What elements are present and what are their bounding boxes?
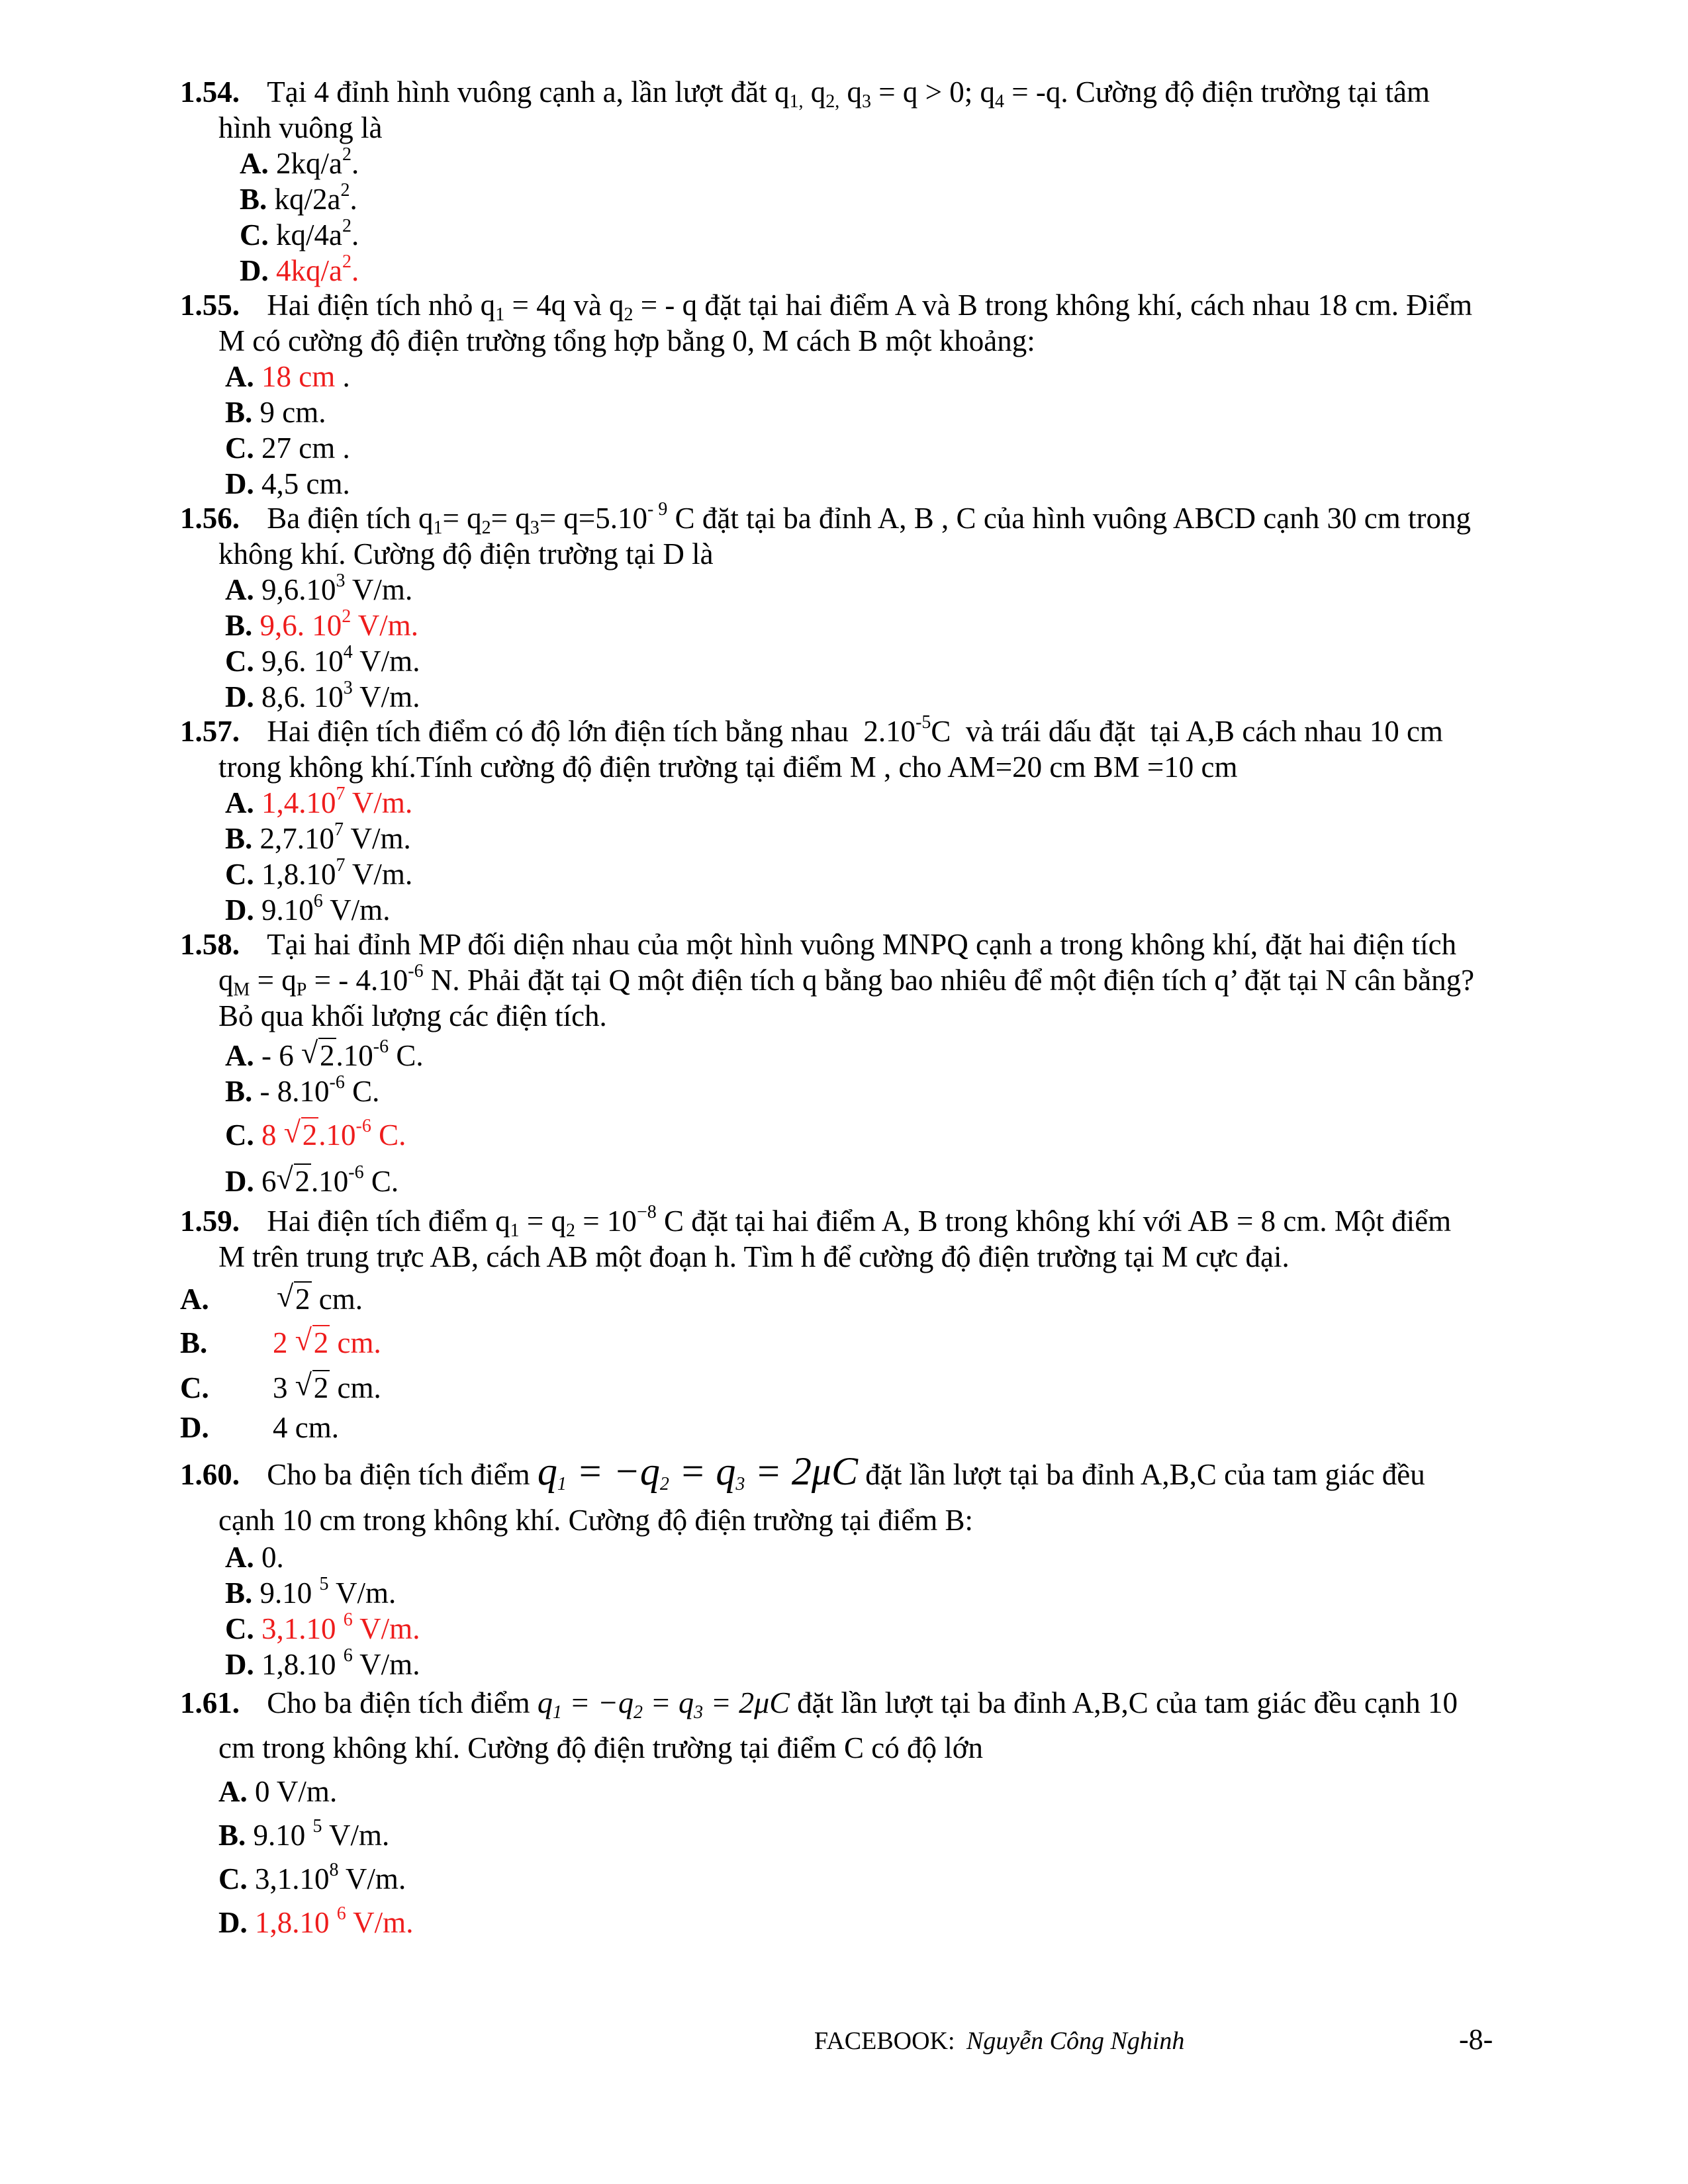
- question-text: Cho ba điện tích điểm $q_1 = -q_2 = q_3 = 2\mu C$ đặt lần lượt tại ba đỉnh A,B,C của tam giác đều: [267, 1449, 1425, 1494]
- question-number: 1.57.: [180, 715, 240, 748]
- question-1-54: [180, 74, 1430, 110]
- question-text: Ba điện tích $q_1= q_2= q_3= q=5.10^{- 9}$ C đặt tại ba đỉnh A, B , C của hình vuông ABCD cạnh 30 cm trong: [267, 499, 1471, 538]
- option-d: D. 4 cm.: [180, 1411, 339, 1444]
- question-number: 1.59.: [180, 1205, 240, 1238]
- option-c: C. 3 √ 2 cm.: [180, 1370, 209, 1406]
- option-d: [240, 253, 359, 289]
- question-text-cont: M có cường độ điện trường tổng hợp bằng 0, M cách B một khoảng:: [218, 324, 1035, 357]
- option-d: D. 9.10$^6$ V/m.: [225, 891, 391, 927]
- question-text: Hai điện tích nhỏ $q_1 = 4q$ và $q_2$ = - q đặt tại hai điểm A và B trong không khí, cách nhau 18 cm. Điểm: [267, 289, 1473, 325]
- sqrt-symbol: √ 2: [301, 1038, 336, 1073]
- option-label: C.: [218, 1862, 248, 1895]
- option-c: C. 3,1.10$^8$ V/m.: [218, 1860, 406, 1895]
- correct-answer: 18 cm: [261, 360, 336, 393]
- option-a: A. $2kq/a^2$.: [240, 144, 359, 180]
- sqrt-symbol: √ 2: [277, 1281, 312, 1317]
- question-number: 1.56.: [180, 502, 240, 535]
- option-label: B.: [225, 1576, 253, 1610]
- question-text-cont: cm trong không khí. Cường độ điện trường tại điểm C có độ lớn: [218, 1731, 984, 1764]
- sqrt-symbol: √ 2: [277, 1163, 312, 1199]
- correct-answer: 3,1.10 $^6$ V/m.: [261, 1610, 420, 1645]
- option-label: A.: [225, 360, 254, 393]
- option-b: B. - $8.10^{-6}$ C.: [225, 1072, 380, 1108]
- option-label: B.: [240, 183, 267, 216]
- option-a: A. - 6 √ $2.10^{-6}$ C.: [225, 1038, 424, 1073]
- option-label: B.: [225, 1075, 253, 1108]
- option-label: A.: [218, 1775, 248, 1808]
- option-label: B.: [225, 609, 253, 642]
- option-label: A.: [225, 786, 254, 819]
- question-1-55: [180, 287, 1472, 323]
- question-1-61: [180, 1685, 1458, 1721]
- option-a: [225, 785, 412, 821]
- option-label: B.: [180, 1326, 208, 1359]
- question-text: Cho ba điện tích điểm $q_1 = -q_2 = q_3 = 2\mu C$ đặt lần lượt tại ba đỉnh A,B,C của tam giác đều cạnh 10: [267, 1686, 1458, 1723]
- option-c: C. $kq/4a^2$.: [240, 216, 359, 251]
- sqrt-symbol: √ 2: [295, 1325, 330, 1361]
- option-b: [180, 1325, 381, 1361]
- question-text: Hai điện tích điểm $q_1 = q_2 = 10^{-8}$ C đặt tại hai điểm A, B trong không khí với AB = 8 cm. Một điểm: [267, 1202, 1452, 1241]
- option-b: [225, 608, 418, 643]
- question-text-cont: cạnh 10 cm trong không khí. Cường độ điện trường tại điểm B:: [218, 1504, 973, 1537]
- option-label: A.: [240, 147, 269, 180]
- option-label: D.: [240, 254, 269, 287]
- footer-label: FACEBOOK:: [814, 2027, 955, 2055]
- question-text-cont: trong không khí.Tính cường độ điện trường tại điểm M , cho AM=20 cm BM =10 cm: [218, 751, 1238, 784]
- page-number: -8-: [1459, 2023, 1493, 2056]
- option-d: [218, 1905, 413, 1940]
- correct-answer: 1,8.10 $^6$ V/m.: [255, 1903, 414, 1939]
- question-text: Tại hai đỉnh MP đối diện nhau của một hình vuông MNPQ cạnh a trong không khí, đặt hai điện tích: [267, 928, 1457, 961]
- option-label: C.: [180, 1371, 209, 1404]
- option-label: A.: [225, 1541, 254, 1574]
- correct-answer: 2 √ 2 cm.: [273, 1325, 381, 1361]
- option-b: B. 9.10 $^5$ V/m.: [218, 1816, 390, 1852]
- option-label: C.: [225, 432, 254, 465]
- option-label: D.: [218, 1906, 248, 1939]
- question-1-58: [180, 927, 1456, 962]
- option-label: D.: [225, 1165, 254, 1198]
- option-label: C.: [225, 1118, 254, 1152]
- question-number: 1.58.: [180, 928, 240, 961]
- question-1-57: [180, 713, 1443, 749]
- question-text: Hai điện tích điểm có độ lớn điện tích bằng nhau $2.10^{-5}C$ và trái dấu đặt tại A,B cách nhau 10 cm: [267, 712, 1443, 748]
- question-1-59: [180, 1203, 1451, 1239]
- sqrt-symbol: √ 2: [284, 1117, 319, 1153]
- correct-answer: 8 √ $2.10^{-6}$ C.: [261, 1118, 406, 1152]
- option-a: A. 18 cm .: [225, 360, 350, 393]
- question-text-cont: $q_M = q_P$ = - $4.10^{-6}$ N. Phải đặt tại Q một điện tích q bằng bao nhiêu để một điện tích q’ đặt tại N cân bằng?: [218, 961, 1475, 1000]
- question-1-56: [180, 500, 1471, 536]
- option-b: B. 2,7.10$^7$ V/m.: [225, 819, 411, 855]
- option-label: A.: [225, 1039, 254, 1072]
- option-a: A. 9,6.10$^3$ V/m.: [225, 570, 413, 606]
- option-c: C. 9,6. $10^4$ V/m.: [225, 642, 420, 678]
- option-label: A.: [180, 1283, 209, 1316]
- question-1-60: [180, 1449, 1425, 1494]
- option-label: B.: [225, 822, 253, 855]
- option-b: B. $kq/2a^2$.: [240, 180, 357, 216]
- question-text-cont: M trên trung trực AB, cách AB một đoạn h. Tìm h để cường độ điện trường tại M cực đại.: [218, 1240, 1289, 1273]
- option-label: C.: [240, 218, 269, 251]
- option-c: C. 1,8.10$^7$ V/m.: [225, 855, 413, 891]
- option-a: A. √ 2 cm.: [180, 1281, 209, 1317]
- option-label: B.: [218, 1819, 246, 1852]
- option-c: C. 27 cm .: [225, 432, 350, 465]
- correct-answer: 9,6. $10^2$ V/m.: [259, 606, 418, 642]
- footer-author: Nguyễn Công Nghinh: [966, 2027, 1185, 2055]
- option-label: B.: [225, 396, 253, 429]
- option-a: A. 0.: [225, 1541, 284, 1574]
- option-d: D. 8,6. $10^3$ V/m.: [225, 678, 420, 713]
- sqrt-symbol: √ 2: [295, 1370, 330, 1406]
- option-d: D. 6√ $2.10^{-6}$ C.: [225, 1163, 399, 1199]
- option-b: B. 9.10 $^5$ V/m.: [225, 1574, 397, 1610]
- option-label: D.: [225, 680, 254, 713]
- option-d: D. 4,5 cm.: [225, 467, 350, 500]
- option-label: D.: [225, 893, 254, 927]
- option-label: D.: [225, 1648, 254, 1681]
- option-label: D.: [180, 1411, 209, 1444]
- correct-answer: 1,4.10$^7$ V/m.: [261, 784, 413, 819]
- option-label: D.: [225, 467, 254, 500]
- option-c: [225, 1117, 406, 1153]
- option-label: A.: [225, 573, 254, 606]
- question-text-cont: không khí. Cường độ điện trường tại D là: [218, 537, 714, 570]
- correct-answer: $4kq/a^2$.: [276, 251, 359, 287]
- question-text-cont: hình vuông là: [218, 111, 383, 144]
- question-number: 1.60.: [180, 1458, 240, 1491]
- option-label: C.: [225, 858, 254, 891]
- question-number: 1.55.: [180, 289, 240, 322]
- question-text: Tại 4 đỉnh hình vuông cạnh a, lần lượt đăt $q_{1,}$ $q_{2,}$ $q_3 = q > 0$; $q_4 = -q$. Cường độ điện trường tại tâm: [267, 75, 1430, 112]
- question-number: 1.54.: [180, 75, 240, 109]
- equation: $q_1 = -q_2 = q_3 = 2\mu C$: [537, 1449, 859, 1494]
- option-a: A. 0 V/m.: [218, 1775, 338, 1808]
- option-b: B. 9 cm.: [225, 396, 326, 429]
- footer: [814, 2026, 1184, 2056]
- option-c: [225, 1611, 420, 1647]
- option-d: D. 1,8.10 $^6$ V/m.: [225, 1645, 420, 1681]
- equation: $q_1 = -q_2 = q_3 = 2\mu C$: [537, 1686, 790, 1723]
- question-text-cont: Bỏ qua khối lượng các điện tích.: [218, 999, 607, 1032]
- question-number: 1.61.: [180, 1686, 240, 1719]
- option-label: C.: [225, 1612, 254, 1645]
- option-label: C.: [225, 645, 254, 678]
